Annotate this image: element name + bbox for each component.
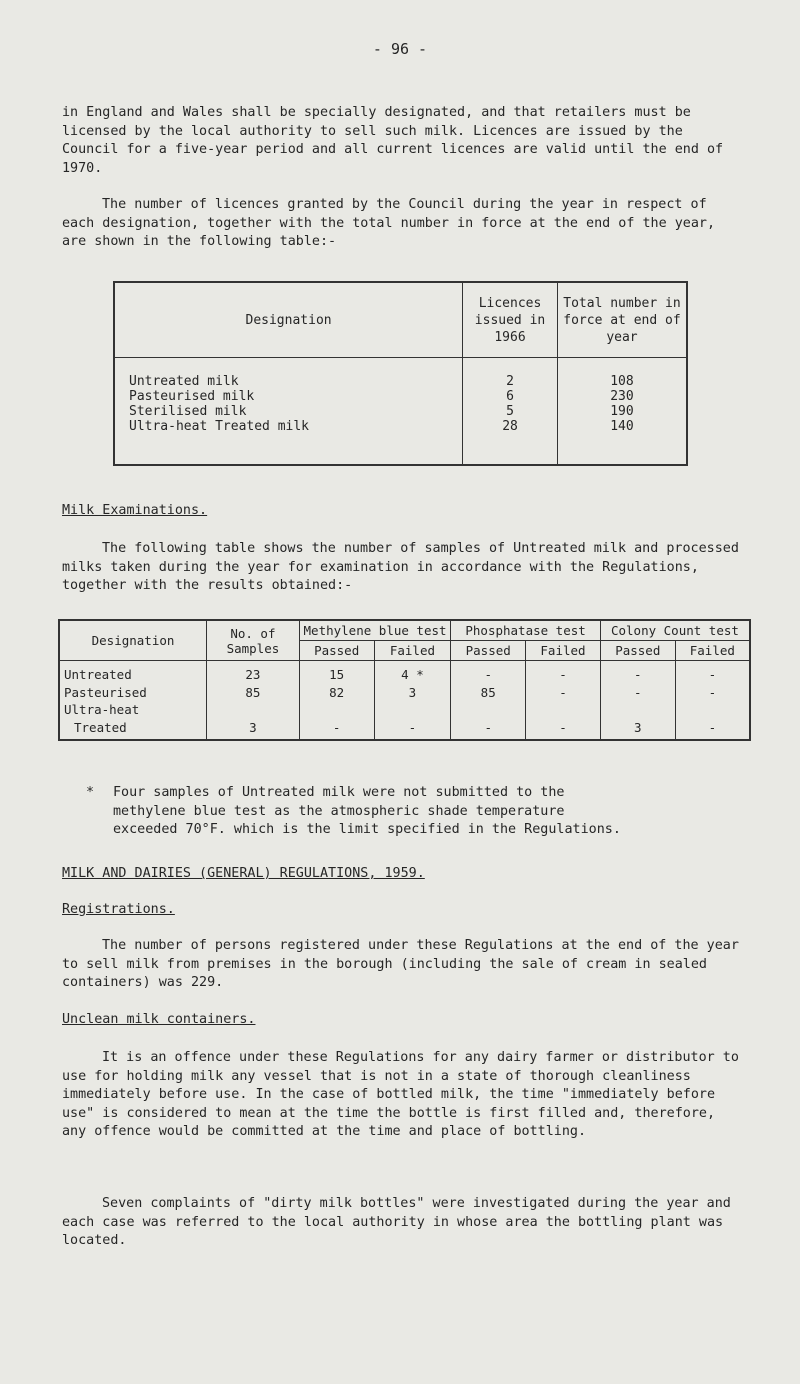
row-samples: 85 [207, 684, 300, 702]
row-mb-passed: 82 [299, 684, 374, 702]
licence-issued-column [463, 358, 558, 466]
complaints-paragraph: Seven complaints of "dirty milk bottles" were investigated during the year and each case was referred to the local authority in whose area the bottling plant was located. [62, 1196, 731, 1248]
licence-row-issued: 6 [506, 389, 514, 404]
results-table [58, 619, 751, 741]
registrations-heading: Registrations. [62, 902, 175, 917]
header-designation: Designation [114, 282, 463, 358]
header-passed: Passed [451, 641, 526, 661]
unclean-containers-heading: Unclean milk containers. [62, 1012, 256, 1027]
footnote: Four samples of Untreated milk were not submitted to the methylene blue test as the atmospheric shade temperature exceeded 70°F. which is the limit specified in the Regulations. [113, 785, 621, 837]
header-passed: Passed [299, 641, 374, 661]
row-mb-passed [299, 701, 374, 719]
row-cc-failed [675, 701, 750, 719]
table-row [59, 661, 750, 684]
intro-paragraph: in England and Wales shall be specially designated, and that retailers must be licensed by the local authority to sell such milk. Licences are issued by the Council for a five-year period and all current licences are valid until the end of 1970. [62, 105, 724, 176]
row-ph-passed [451, 701, 526, 719]
row-cc-passed: - [600, 684, 675, 702]
row-mb-failed: - [374, 719, 451, 741]
row-mb-passed: 15 [299, 661, 374, 684]
table-row [59, 684, 750, 702]
licence-row-total: 140 [610, 419, 634, 434]
licence-table [113, 281, 688, 466]
table-row [59, 719, 750, 741]
header-passed: Passed [600, 641, 675, 661]
row-designation: Ultra-heat [59, 701, 207, 719]
milk-examinations-heading: Milk Examinations. [62, 503, 208, 518]
row-cc-failed: - [675, 719, 750, 741]
row-ph-failed: - [526, 719, 601, 741]
row-ph-failed: - [526, 661, 601, 684]
header-phosphatase-test: Phosphatase test [451, 620, 601, 641]
row-cc-failed: - [675, 661, 750, 684]
row-mb-failed [374, 701, 451, 719]
licence-total-column [557, 358, 687, 466]
licence-row-issued: 2 [506, 374, 514, 389]
unclean-containers-paragraph: It is an offence under these Regulations for any dairy farmer or distributor to use for holding milk any vessel that is not in a state of thorough cleanliness immediately before use. In the case of bottled milk, the time "immediately before use" is considered to mean at the time the bottle is first filled and, therefore, any offence would be committed at the time and place of bottling. [62, 1050, 739, 1139]
row-ph-passed: - [451, 719, 526, 741]
row-ph-passed: 85 [451, 684, 526, 702]
header-samples: No. of Samples [207, 620, 300, 661]
header-failed: Failed [374, 641, 451, 661]
row-ph-failed [526, 701, 601, 719]
row-cc-passed [600, 701, 675, 719]
row-ph-passed: - [451, 661, 526, 684]
licence-row-issued: 5 [506, 404, 514, 419]
licence-row-designation: Pasteurised milk [129, 389, 255, 404]
licence-row-total: 190 [610, 404, 634, 419]
licence-row-designation: Untreated milk [129, 374, 239, 389]
header-colony-count-test: Colony Count test [600, 620, 750, 641]
row-samples: 23 [207, 661, 300, 684]
licence-designations [114, 358, 463, 466]
row-samples [207, 701, 300, 719]
row-cc-passed: - [600, 661, 675, 684]
header-designation: Designation [59, 620, 207, 661]
page-number: - 96 - [372, 40, 428, 58]
milk-examinations-paragraph: The following table shows the number of samples of Untreated milk and processed milks taken during the year for examination in accordance with the Regulations, together with the results obtained:- [62, 541, 739, 593]
row-cc-passed: 3 [600, 719, 675, 741]
licence-row-total: 108 [610, 374, 634, 389]
header-failed: Failed [526, 641, 601, 661]
results-header-row [59, 620, 750, 641]
registrations-paragraph: The number of persons registered under these Regulations at the end of the year to sell milk from premises in the borough (including the sale of cream in sealed containers) was 229. [62, 938, 739, 990]
row-samples: 3 [207, 719, 300, 741]
row-designation: Treated [59, 719, 207, 741]
licence-row-designation: Ultra-heat Treated milk [129, 419, 310, 434]
row-designation: Pasteurised [59, 684, 207, 702]
footnote-marker: * [86, 785, 95, 800]
row-mb-failed: 3 [374, 684, 451, 702]
licence-row-issued: 28 [502, 419, 518, 434]
row-cc-failed: - [675, 684, 750, 702]
licence-table-body [114, 358, 687, 466]
header-licences-issued: Licences issued in 1966 [463, 282, 558, 358]
row-mb-failed: 4 * [374, 661, 451, 684]
licence-row-total: 230 [610, 389, 634, 404]
row-ph-failed: - [526, 684, 601, 702]
header-failed: Failed [675, 641, 750, 661]
row-mb-passed: - [299, 719, 374, 741]
licence-table-header-row [114, 282, 687, 358]
licence-paragraph: The number of licences granted by the Council during the year in respect of each designation, together with the total number in force at the end of the year, are shown in the following table:- [62, 197, 716, 249]
regulations-heading: MILK AND DAIRIES (GENERAL) REGULATIONS, 1959. [62, 866, 425, 881]
header-total-in-force: Total number in force at end of year [557, 282, 687, 358]
row-designation: Untreated [59, 661, 207, 684]
table-row [59, 701, 750, 719]
licence-row-designation: Sterilised milk [129, 404, 247, 419]
header-methylene-blue-test: Methylene blue test [299, 620, 451, 641]
